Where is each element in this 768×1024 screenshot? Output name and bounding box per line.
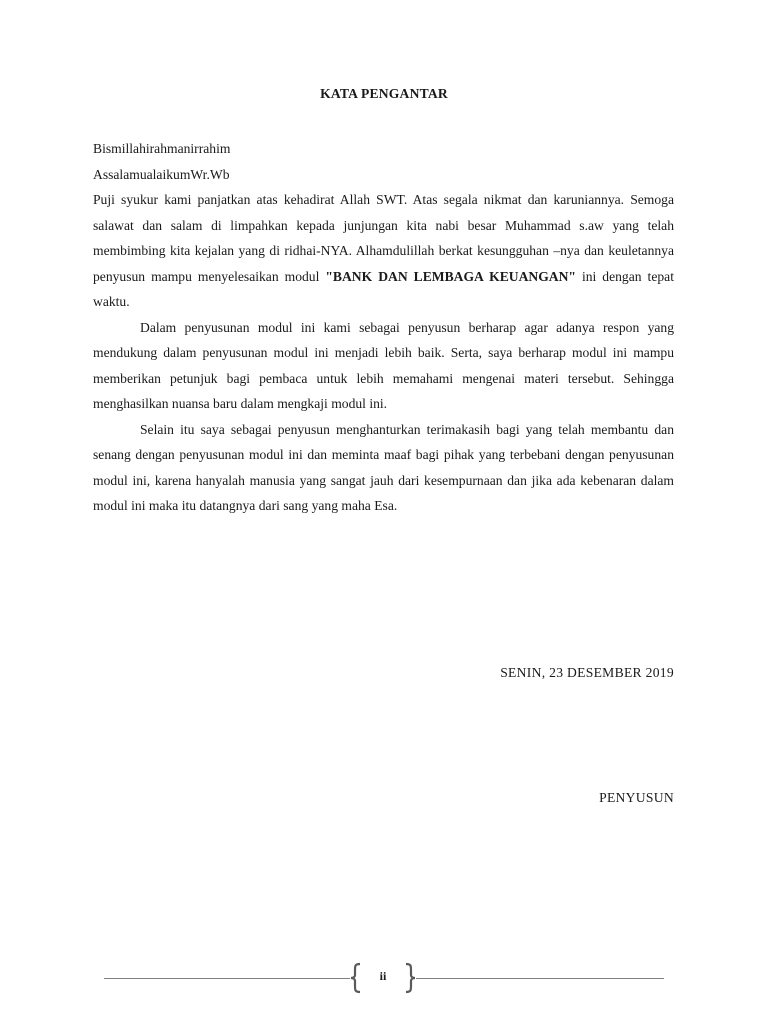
body-text <box>93 136 674 519</box>
right-brace-icon <box>403 962 417 994</box>
paragraph-3: Selain itu saya sebagai penyusun menghanturkan terimakasih bagi yang telah membantu dan senang dengan penyusunan modul ini dan meminta maaf bagi pihak yang terbebani dengan penyusunan modul ini, karena hanyalah manusia yang sangat jauh dari kesempurnaan dan jika ada kebenaran dalam modul ini maka itu datangnya dari sang yang maha Esa. <box>93 421 674 513</box>
paragraph-1 <box>93 187 674 315</box>
paragraph-1-text-a: Puji syukur kami panjatkan atas kehadirat Allah SWT. Atas segala nikmat dan karuniannya. Semoga salawat dan salam di limpahkan kepada junjungan kita nabi besar Muhammad s.aw yang telah membimbing kita kejalan yang di ridhai-NYA. Alhamdulillah berkat kesungguhan –nya dan keuletannya penyusun mampu menyelesaikan modul <box>93 192 674 284</box>
left-brace-icon <box>349 962 363 994</box>
paragraph-2: Dalam penyusunan modul ini kami sebagai penyusun berharap agar adanya respon yang mendukung dalam penyusunan modul ini menjadi lebih baik. Serta, saya berharap modul ini mampu memberikan petunjuk bagi pembaca untuk lebih memahami mengenai materi tersebut. Sehingga menghasilkan nuansa baru dalam mengkaji modul ini. <box>93 319 674 411</box>
date-line: SENIN, 23 DESEMBER 2019 <box>500 665 674 680</box>
module-title-bold: "BANK DAN LEMBAGA KEUANGAN" <box>325 268 576 284</box>
opening-line-1: Bismillahirahmanirrahim <box>93 141 231 156</box>
paragraph-1-text-b: ini dengan tepat waktu. <box>93 268 674 309</box>
opening-line-2: AssalamualaikumWr.Wb <box>93 166 230 182</box>
page-number: ii <box>379 969 387 983</box>
page-title: KATA PENGANTAR <box>320 86 448 101</box>
footer-rule-right <box>416 978 664 979</box>
footer-rule-left <box>104 978 350 979</box>
author-line: PENYUSUN <box>599 790 674 805</box>
